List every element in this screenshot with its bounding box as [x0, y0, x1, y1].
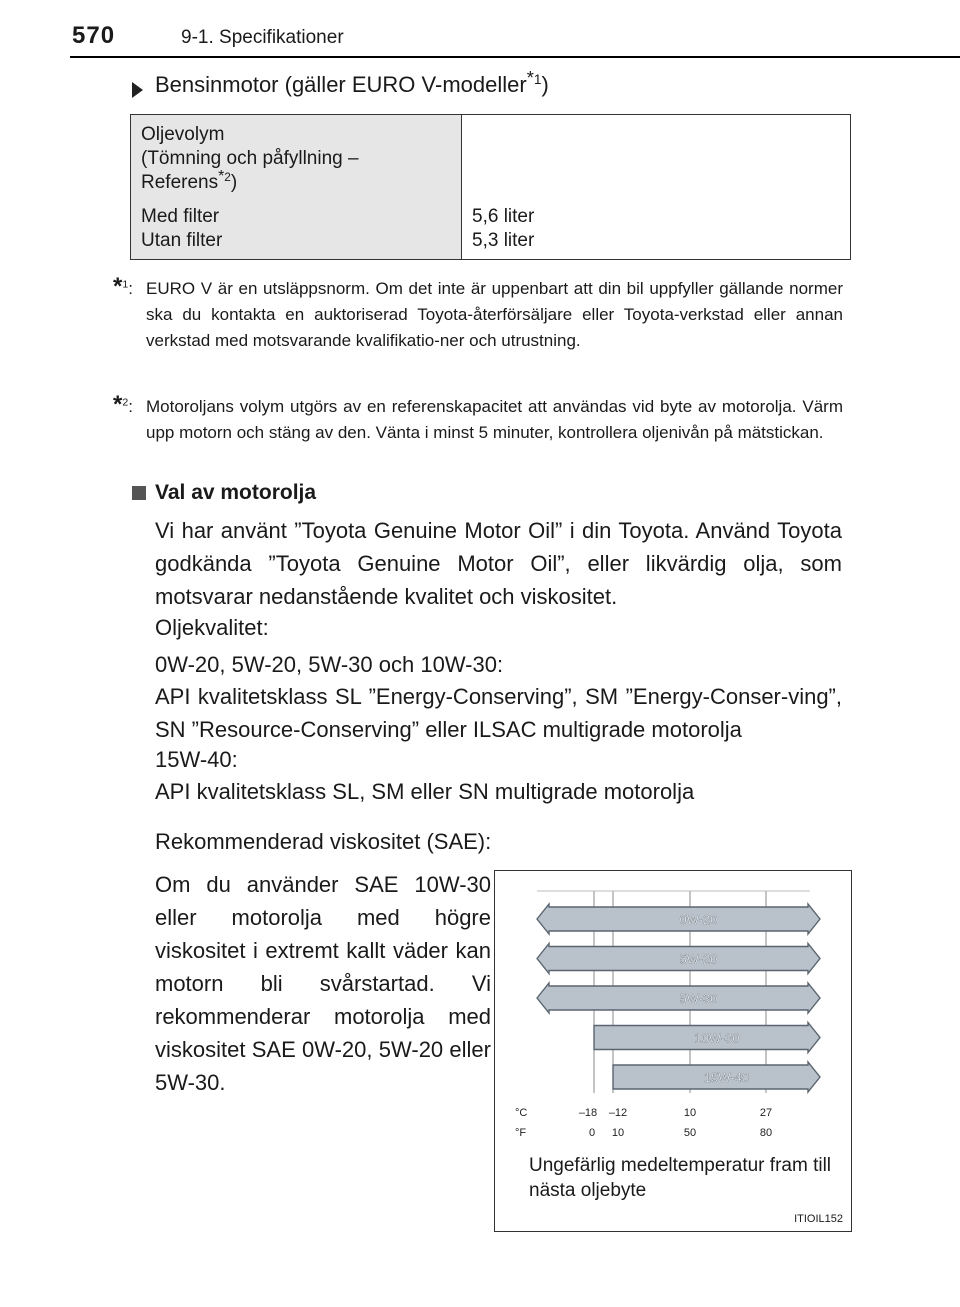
footnote-marker: *$^2$:	[113, 391, 133, 418]
tick-label-f: 50	[683, 1127, 697, 1139]
oil-quality-label: Oljekvalitet:	[155, 615, 269, 640]
square-bullet-icon	[132, 486, 146, 500]
viscosity-bar-label: 15W-40	[703, 1070, 750, 1085]
triangle-bullet-icon	[132, 82, 143, 98]
footnote-1	[113, 273, 843, 354]
grade-a-text: API kvalitetsklass SL ”Energy-Conserving”, SM ”Energy-Conser-ving”, SN ”Resource-Conserving” eller ILSAC multigrade motorolja	[155, 684, 842, 742]
footnote-marker: *$^1$:	[113, 273, 133, 300]
tick-label-f: 80	[759, 1127, 773, 1139]
viscosity-bar-label: 5W-30	[679, 991, 718, 1006]
tick-label-c: 10	[683, 1107, 697, 1119]
chart-code: ITIOIL152	[794, 1213, 843, 1225]
grade-b-text: API kvalitetsklass SL, SM eller SN multigrade motorolja	[155, 779, 695, 804]
table-row-value: 5,3 liter	[472, 230, 535, 251]
section-header: 9-1. Specifikationer	[181, 27, 344, 48]
tick-label-c: –18	[578, 1107, 598, 1119]
subheading	[155, 66, 549, 98]
viscosity-paragraph: Om du använder SAE 10W-30 eller motorolja med högre viskositet i extremt kallt väder kan motorn bli svårstartad. Vi rekommenderar motorolja med viskositet SAE 0W-20, 5W-20 eller 5W-30.	[155, 872, 491, 1095]
tick-label-f: 10	[611, 1127, 625, 1139]
chart-note: Ungefärlig medeltemperatur fram till nästa oljebyte	[529, 1155, 832, 1201]
subheading-close: )	[541, 72, 549, 97]
table-row-value: 5,6 liter	[472, 206, 535, 227]
subheading-ref: *1	[526, 66, 542, 88]
oil-volume-table	[130, 114, 851, 260]
grade-a-label: 0W-20, 5W-20, 5W-30 och 10W-30:	[155, 652, 504, 677]
subheading-text: Bensinmotor (gäller EURO V-modeller	[155, 72, 527, 97]
footnote-2	[113, 391, 843, 446]
table-caption-line1: Oljevolym	[141, 124, 225, 145]
table-row-label: Utan filter	[141, 230, 223, 251]
grade-b-label: 15W-40:	[155, 747, 238, 772]
table-caption-line2: (Tömning och påfyllning –	[141, 148, 359, 169]
header-rule	[70, 56, 960, 58]
axis-unit-f: °F	[515, 1127, 527, 1139]
intro-paragraph: Vi har använt ”Toyota Genuine Motor Oil” i din Toyota. Använd Toyota godkända ”Toyota Genuine Motor Oil”, eller likvärdig olja, som motsvarar nedanstående kvalitet och viskositet.	[155, 518, 842, 609]
footnote-text: EURO V är en utsläppsnorm. Om det inte är uppenbart att din bil uppfyller gällande normer ska du kontakta en auktoriserad Toyota-återförsäljare eller Toyota-verkstad eller annan verkstad med motsvarande kvalifikatio-ner och utrustning.	[146, 279, 843, 350]
section-title: Val av motorolja	[155, 481, 317, 504]
page-number: 570	[72, 22, 116, 49]
table-caption-cell	[131, 115, 462, 260]
viscosity-chart	[494, 870, 852, 1232]
viscosity-bar-label: 0W-20	[679, 912, 718, 927]
axis-unit-c: °C	[515, 1107, 528, 1119]
footnote-text: Motoroljans volym utgörs av en referenskapacitet att användas vid byte av motorolja. Värm upp motorn och stäng av den. Vänta i minst 5 minuter, kontrollera oljenivån på mätstickan.	[146, 397, 843, 442]
viscosity-bar-label: 5W-20	[679, 951, 718, 967]
viscosity-label: Rekommenderad viskositet (SAE):	[155, 829, 492, 854]
table-row-label: Med filter	[141, 206, 220, 227]
viscosity-bar-label: 10W-30	[694, 1030, 740, 1046]
tick-label-c: 27	[759, 1107, 773, 1119]
table-value-cell	[462, 115, 851, 260]
table-caption-line3: Referens$^{*2}$)	[141, 167, 238, 193]
tick-label-f: 0	[588, 1127, 596, 1139]
tick-label-c: –12	[608, 1107, 628, 1119]
